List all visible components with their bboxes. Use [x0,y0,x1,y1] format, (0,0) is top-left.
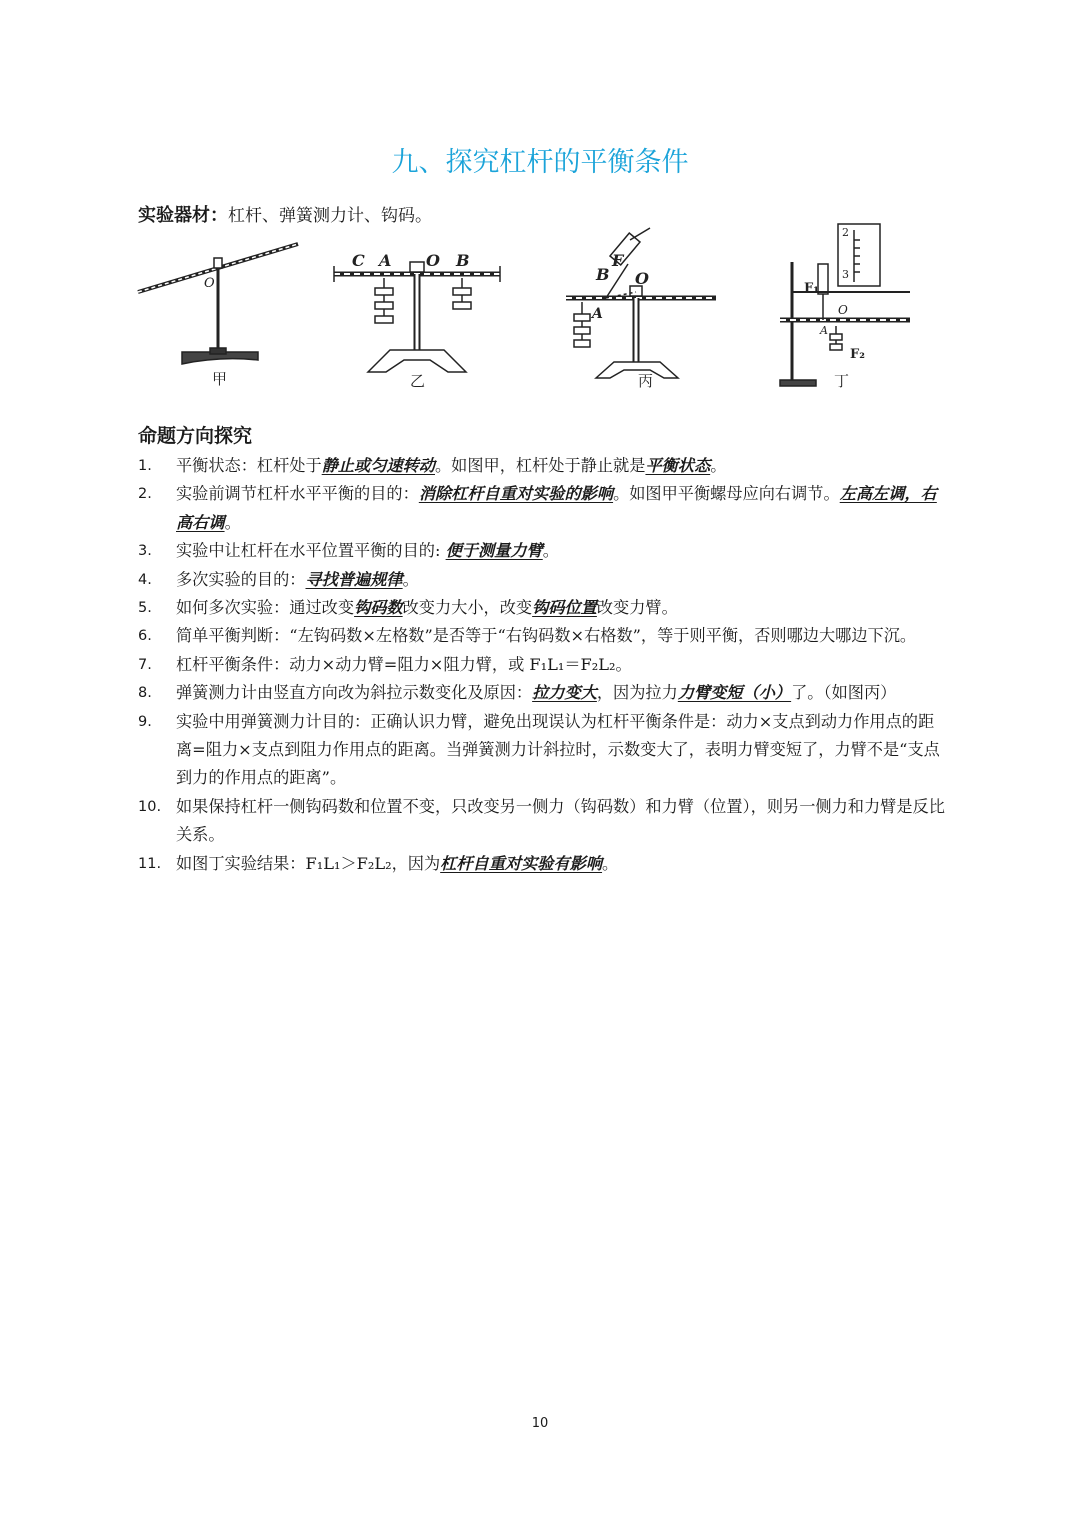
list-item [138,850,950,878]
yi-label-b: B [456,251,470,270]
proposition-list [138,452,950,878]
key-answer: 消除杠杆自重对实验的影响 [418,484,614,504]
yi-label-a: A [379,251,392,270]
key-answer: 左高左调，右高右调 [176,484,937,532]
list-item-text [176,537,950,565]
ding-tick-3: 3 [842,268,849,281]
list-item-number: 11. [138,855,162,872]
key-answer: 力臂变短（小） [677,683,792,703]
list-item-text [176,850,950,878]
plain-text: 如图丁实验结果：F₁L₁＞F₂L₂，因为 [176,853,441,873]
list-item [138,651,950,679]
list-item [138,452,950,480]
list-item [138,537,950,565]
list-item [138,566,950,594]
list-item [138,622,950,650]
list-item-number: 2. [138,486,152,503]
list-item-number: 3. [138,543,152,560]
bing-label-f: F [612,251,624,270]
materials-text: 杠杆、弹簧测力计、钩码。 [228,206,432,226]
list-item-number: 7. [138,656,152,673]
list-item-number: 8. [138,685,152,702]
section-title: 命题方向探究 [138,425,253,447]
key-answer: 便于测量力臂 [445,541,543,561]
list-item-text [176,594,950,622]
jia-caption: 甲 [212,370,228,388]
list-item [138,480,950,537]
list-item-text [176,480,950,537]
lever-figures [130,222,930,394]
list-item-text: 实验中用弹簧测力计目的：正确认识力臂，避免出现误认为杠杆平衡条件是：动力×支点到动力作用点的距离=阻力×支点到阻力作用点的距离。当弹簧测力计斜拉时，示数变大了，表明力臂变短了，力臂不是“支点到力的作用点的距离”。 [176,711,940,788]
list-item-number: 9. [138,713,152,730]
list-item-number: 6. [138,628,152,645]
list-item [138,594,950,622]
key-answer: 静止或匀速转动 [321,456,435,475]
yi-label-o: O [426,251,440,270]
list-item-text [176,679,950,707]
plain-text: 如何多次实验：通过改变 [176,598,355,618]
ding-tick-2: 2 [842,226,849,239]
plain-text: 。 [402,569,419,589]
list-item-text [176,452,950,480]
plain-text: 改变力大小，改变 [402,598,533,618]
list-item-number: 5. [138,600,152,617]
key-answer: 杠杆自重对实验有影响 [440,853,603,873]
materials-label: 实验器材： [138,205,228,226]
plain-text: 多次实验的目的： [176,569,306,589]
list-item [138,679,950,707]
figure-bing [566,228,716,390]
list-item-number: 4. [138,571,152,588]
plain-text: 了。（如图丙） [791,683,897,703]
plain-text: 。 [224,512,241,532]
list-item-text: 如果保持杠杆一侧钩码数和位置不变，只改变另一侧力（钩码数）和力臂（位置），则另一侧力和力臂是反比关系。 [176,796,945,845]
figures-row [130,222,930,394]
ding-label-a: A [820,324,828,337]
figure-yi [334,251,500,390]
list-item-text: 简单平衡判断：“左钩码数×左格数”是否等于“右钩码数×右格数”，等于则平衡，否则哪边大哪边下沉。 [176,626,917,646]
page-title: 九、探究杠杆的平衡条件 [391,147,689,178]
list-item-text: 杠杆平衡条件：动力×动力臂=阻力×阻力臂，或 F₁L₁＝F₂L₂。 [176,654,632,674]
plain-text: 。 [542,541,559,561]
list-item [138,708,950,793]
list-item-number: 10. [138,798,162,815]
page-number: 10 [531,1416,549,1431]
plain-text: 实验前调节杠杆水平平衡的目的： [176,484,419,504]
ding-label-o: O [838,303,848,317]
plain-text: 平衡状态：杠杆处于 [176,456,322,475]
ding-label-f1: F₁ [804,281,819,296]
key-answer: 寻找普遍规律 [305,569,403,589]
figure-jia [138,244,298,388]
list-item-text [176,566,950,594]
figure-ding [780,224,910,390]
bing-label-o: O [635,269,649,288]
plain-text: 。 [602,853,619,873]
list-item [138,793,950,850]
yi-label-c: C [352,251,365,270]
bing-caption: 丙 [638,372,654,390]
jia-label-o: O [204,276,215,291]
key-answer: 拉力变大 [532,683,597,703]
ding-label-f2: F₂ [850,347,865,362]
yi-caption: 乙 [410,372,426,390]
bing-label-b: B [596,265,610,284]
bing-label-a: A [592,306,603,322]
plain-text: 弹簧测力计由竖直方向改为斜拉示数变化及原因： [176,683,533,703]
plain-text: ，因为拉力 [596,683,678,703]
key-answer: 钩码位置 [532,598,597,618]
plain-text: 实验中让杠杆在水平位置平衡的目的: [176,541,446,561]
plain-text: 。 [710,456,727,475]
plain-text: 改变力臂。 [596,598,678,618]
plain-text: 。如图甲，杠杆处于静止就是 [435,456,646,475]
list-item-number: 1. [138,458,152,474]
plain-text: 。如图甲平衡螺母应向右调节。 [613,484,840,504]
key-answer: 钩码数 [354,598,403,618]
ding-caption: 丁 [834,372,850,390]
key-answer: 平衡状态 [645,456,711,475]
